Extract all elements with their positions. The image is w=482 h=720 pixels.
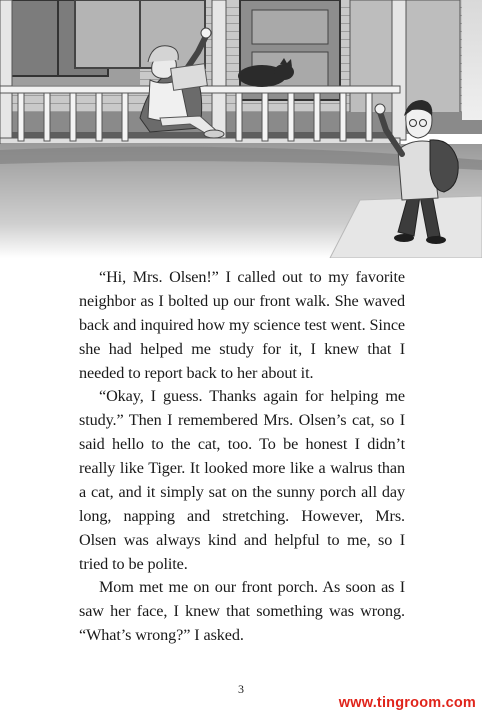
story-paragraph: “Hi, Mrs. Olsen!” I called out to my favorite neighbor as I bolted up our front walk. She waved back and inquired how my science test went. Since she had helped me study for it, I knew that I needed to report back to her about it.	[79, 268, 405, 382]
page-number: 3	[238, 682, 244, 696]
story-paragraph: Mom met me on our front porch. As soon as I saw her face, I knew that something was wrong. “What’s wrong?” I asked.	[79, 578, 405, 644]
story-illustration	[0, 0, 482, 258]
site-watermark[interactable]: www.tingroom.com	[338, 695, 476, 711]
story-paragraph: “Okay, I guess. Thanks again for helping me study.” Then I remembered Mrs. Olsen’s cat, so I said hello to the cat, too. To be honest I didn’t really like Tiger. It looked more like a walrus than a cat, and it simply sat on the sunny porch all day long, napping and stretching. However, Mrs. Olsen was always kind and helpful to me, so I tried to be polite.	[79, 387, 405, 573]
